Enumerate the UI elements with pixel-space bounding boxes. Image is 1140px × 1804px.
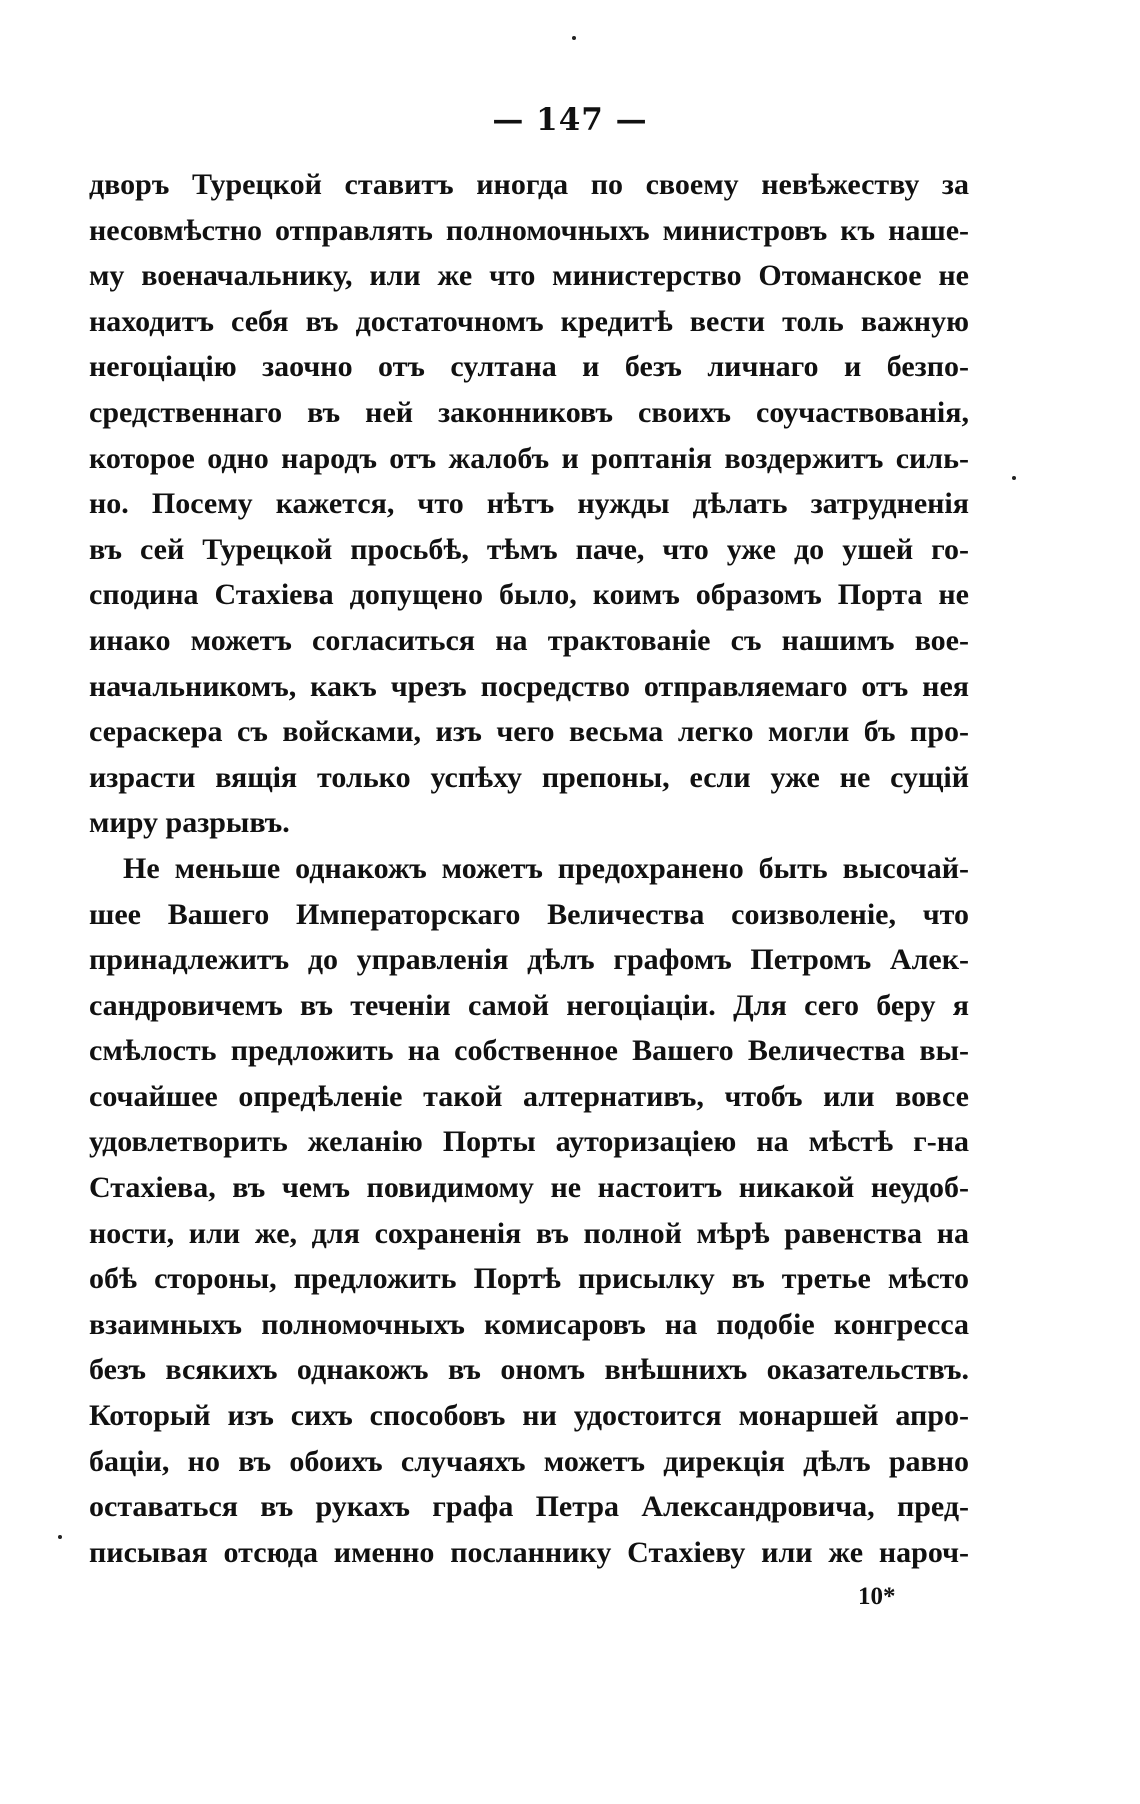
text-line: которое одно народъ отъ жалобъ и роптанія воздержитъ силь- bbox=[89, 441, 969, 475]
text-line: израсти вящія только успѣху препоны, если уже не сущій bbox=[89, 760, 969, 794]
text-line: смѣлость предложить на собственное Вашего Величества вы- bbox=[89, 1034, 969, 1068]
text-line: взаимныхъ полномочныхъ комисаровъ на подобіе конгресса bbox=[89, 1307, 969, 1341]
text-line: безъ всякихъ однакожъ въ ономъ внѣшнихъ оказательствъ. bbox=[89, 1353, 969, 1387]
text-line: баціи, но въ обоихъ случаяхъ можетъ дирекція дѣлъ равно bbox=[89, 1444, 969, 1478]
text-line: му военачальнику, или же что министерство Отоманское не bbox=[89, 259, 969, 293]
text-line: Не меньше однакожъ можетъ предохранено быть высочай- bbox=[123, 851, 969, 885]
print-speck bbox=[572, 36, 576, 40]
text-line: обѣ стороны, предложить Портѣ присылку въ третье мѣсто bbox=[89, 1262, 969, 1296]
text-line: удовлетворить желанію Порты ауторизаціею на мѣстѣ г-на bbox=[89, 1125, 969, 1159]
text-line: писывая отсюда именно посланнику Стахіеву или же нароч- bbox=[89, 1535, 969, 1569]
paragraph-1 bbox=[89, 162, 969, 846]
paragraph-2 bbox=[89, 846, 969, 1576]
body-text bbox=[89, 162, 969, 1575]
text-line: Стахіева, въ чемъ повидимому не настоитъ никакой неудоб- bbox=[89, 1171, 969, 1205]
text-line: принадлежитъ до управленія дѣлъ графомъ Петромъ Алек- bbox=[89, 943, 969, 977]
text-line: сандровичемъ въ теченіи самой негоціаціи. Для сего беру я bbox=[89, 988, 969, 1022]
text-line: сподина Стахіева допущено было, коимъ образомъ Порта не bbox=[89, 578, 969, 612]
text-line: но. Посему кажется, что нѣтъ нужды дѣлать затрудненія bbox=[89, 487, 969, 521]
text-line: сочайшее опредѣленіе такой алтернативъ, чтобъ или вовсе bbox=[89, 1079, 969, 1113]
text-line: негоціацію заочно отъ султана и безъ личнаго и безпо- bbox=[89, 350, 969, 384]
text-line: начальникомъ, какъ чрезъ посредство отправляемаго отъ нея bbox=[89, 669, 969, 703]
text-line: дворъ Турецкой ставитъ иногда по своему невѣжеству за bbox=[89, 168, 969, 201]
print-speck bbox=[1012, 476, 1016, 480]
text-line: инако можетъ согласиться на трактованіе съ нашимъ воe- bbox=[89, 623, 969, 657]
text-line: оставаться въ рукахъ графа Петра Александровича, пред- bbox=[89, 1490, 969, 1524]
print-speck bbox=[58, 1535, 62, 1539]
text-line: въ сей Турецкой просьбѣ, тѣмъ паче, что уже до ушей го- bbox=[89, 532, 969, 566]
page-number: — 147 — bbox=[492, 102, 648, 138]
text-line: сераскера съ войсками, изъ чего весьма легко могли бъ про- bbox=[89, 715, 969, 749]
text-line: средственнаго въ ней законниковъ своихъ соучаствованія, bbox=[89, 395, 969, 429]
text-line: находитъ себя въ достаточномъ кредитѣ вести толь важную bbox=[89, 304, 969, 338]
text-line: несовмѣстно отправлять полномочныхъ министровъ къ наше- bbox=[89, 213, 969, 247]
text-line: ности, или же, для сохраненія въ полной мѣрѣ равенства на bbox=[89, 1216, 969, 1250]
text-line: Который изъ сихъ способовъ ни удостоится монаршей апро- bbox=[89, 1399, 969, 1433]
text-line: шее Вашего Императорскаго Величества соизволеніе, что bbox=[89, 897, 969, 931]
signature-mark: 10* bbox=[858, 1583, 896, 1610]
text-line: миру разрывъ. bbox=[89, 806, 290, 840]
